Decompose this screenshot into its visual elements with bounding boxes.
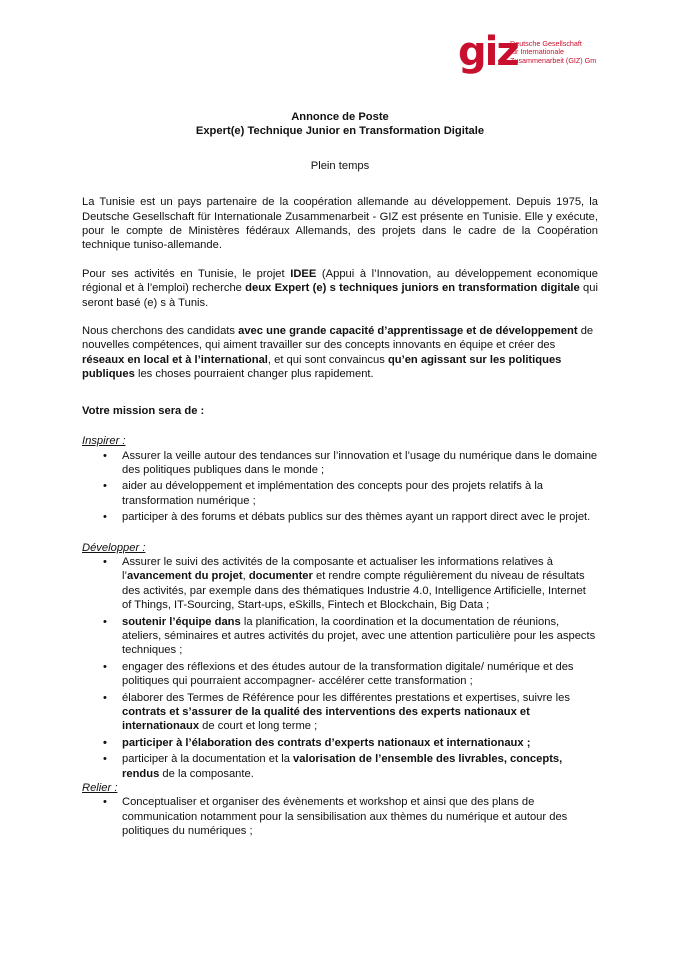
section-label-developper: Développer : [82,541,146,554]
list-item: • participer à l’élaboration des contrats d’experts nationaux et internationaux ; [82,736,598,750]
list-item: • participer à des forums et débats publics sur des thèmes ayant un rapport direct avec le projet. [82,510,598,524]
document-subtitle: Plein temps [310,159,370,172]
list-item: • soutenir l’équipe dans la planification, la coordination et la documentation de réunions, ateliers, séminaires et autres activités du projet, avec une attention particulière pour les aspects techniques ; [82,615,598,658]
mission-heading: Votre mission sera de : [82,404,205,417]
list-item: • Conceptualiser et organiser des évènements et workshop et ainsi que des plans de communication notamment pour la sensibilisation aux thèmes du numérique et autour des politiques du numériques ; [82,795,598,838]
document-title: Annonce de Poste Expert(e) Technique Junior en Transformation Digitale [195,111,485,138]
giz-logo-text: Deutsche Gesellschaft für Internationale Zusammenarbeit (GIZ) Gm [510,39,597,65]
list-item: • engager des réflexions et des études autour de la transformation digitale/ numérique et des politiques qui pourraient accompagner- accélérer cette transformation ; [82,660,598,689]
list-item: • Assurer le suivi des activités de la composante et actualiser les informations relatives à l’avancement du projet, documenter et rendre compte régulièrement du niveau de résultats des activités, par exemple dans des thématiques Industrie 4.0, Intelligence Artificielle, Internet of Things, IT-Sourcing, Start-ups, eSkills, Fintech et Blockchain, Big Data ; [82,555,598,613]
list-item: • Assurer la veille autour des tendances sur l’innovation et l’usage du numérique dans le domaine des politiques publiques dans le monde ; [82,449,598,478]
section-label-relier: Relier : [82,782,118,795]
relier-list [82,795,598,838]
intro-paragraph-2: Pour ses activités en Tunisie, le projet IDEE (Appui à l’Innovation, au développement economique régional et à l’emploi) recherche deux Expert (e) s techniques juniors en transformation digitale qui seront basé (e) s à Tunis. [82,267,598,309]
inspirer-list [82,449,598,525]
list-item: • participer à la documentation et la valorisation de l’ensemble des livrables, concepts, rendus de la composante. [82,752,598,781]
intro-paragraph-1: La Tunisie est un pays partenaire de la coopération allemande au développement. Depuis 1975, la Deutsche Gesellschaft für Internationale Zusammenarbeit - GIZ est présente en Tunisie. Elle y exécute, pour le compte de Ministères fédéraux Allemands, des projets dans le cadre de la Coopération technique tuniso-allemande. [82,196,598,252]
section-label-inspirer: Inspirer : [82,435,126,448]
giz-logo-mark: giz [458,29,518,75]
intro-paragraph-3: Nous cherchons des candidats avec une grande capacité d’apprentissage et de développement de nouvelles compétences, qui aiment travailler sur des concepts innovants en équipe et créer des réseaux en local et à l’international, et qui sont convaincus qu’en agissant sur les politiques publiques les choses pourraient changer plus rapidement. [82,325,594,381]
developper-list [82,555,598,781]
list-item: • élaborer des Termes de Référence pour les différentes prestations et expertises, suivre les contrats et s’assurer de la qualité des interventions des experts nationaux et internationaux de court et long terme ; [82,691,598,734]
list-item: • aider au développement et implémentation des concepts pour des projets relatifs à la transformation numérique ; [82,479,598,508]
document-body [82,110,598,839]
